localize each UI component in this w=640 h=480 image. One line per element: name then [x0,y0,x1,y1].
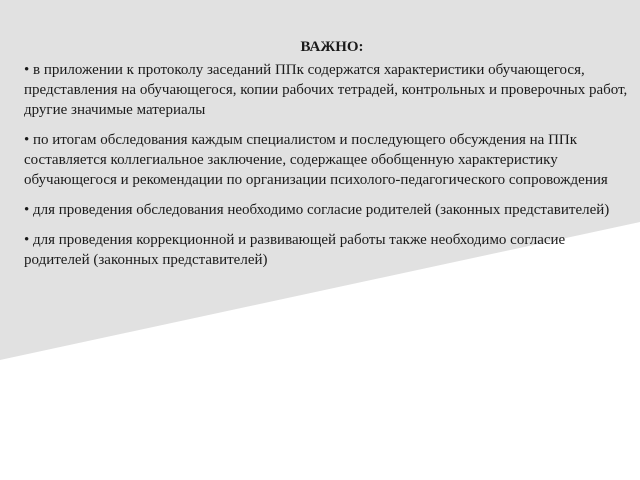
bullet-item-2: • по итогам обследования каждым специалистом и последующего обсуждения на ППк составляется коллегиальное заключение, содержащее обобщенную характеристику обучающегося и рекомендации по организации психолого-педагогического сопровождения [24,132,608,188]
slide-title: ВАЖНО: [300,39,364,55]
bullet-item-3: • для проведения обследования необходимо согласие родителей (законных представителей) [24,202,610,218]
bullet-item-4: • для проведения коррекционной и развивающей работы также необходимо согласие родителей (законных представителей) [24,232,566,268]
bullet-item-1: • в приложении к протоколу заседаний ППк содержатся характеристики обучающегося, представления на обучающегося, копии рабочих тетрадей, контрольных и проверочных работ, другие значимые материалы [24,62,628,118]
slide-content [24,38,630,280]
